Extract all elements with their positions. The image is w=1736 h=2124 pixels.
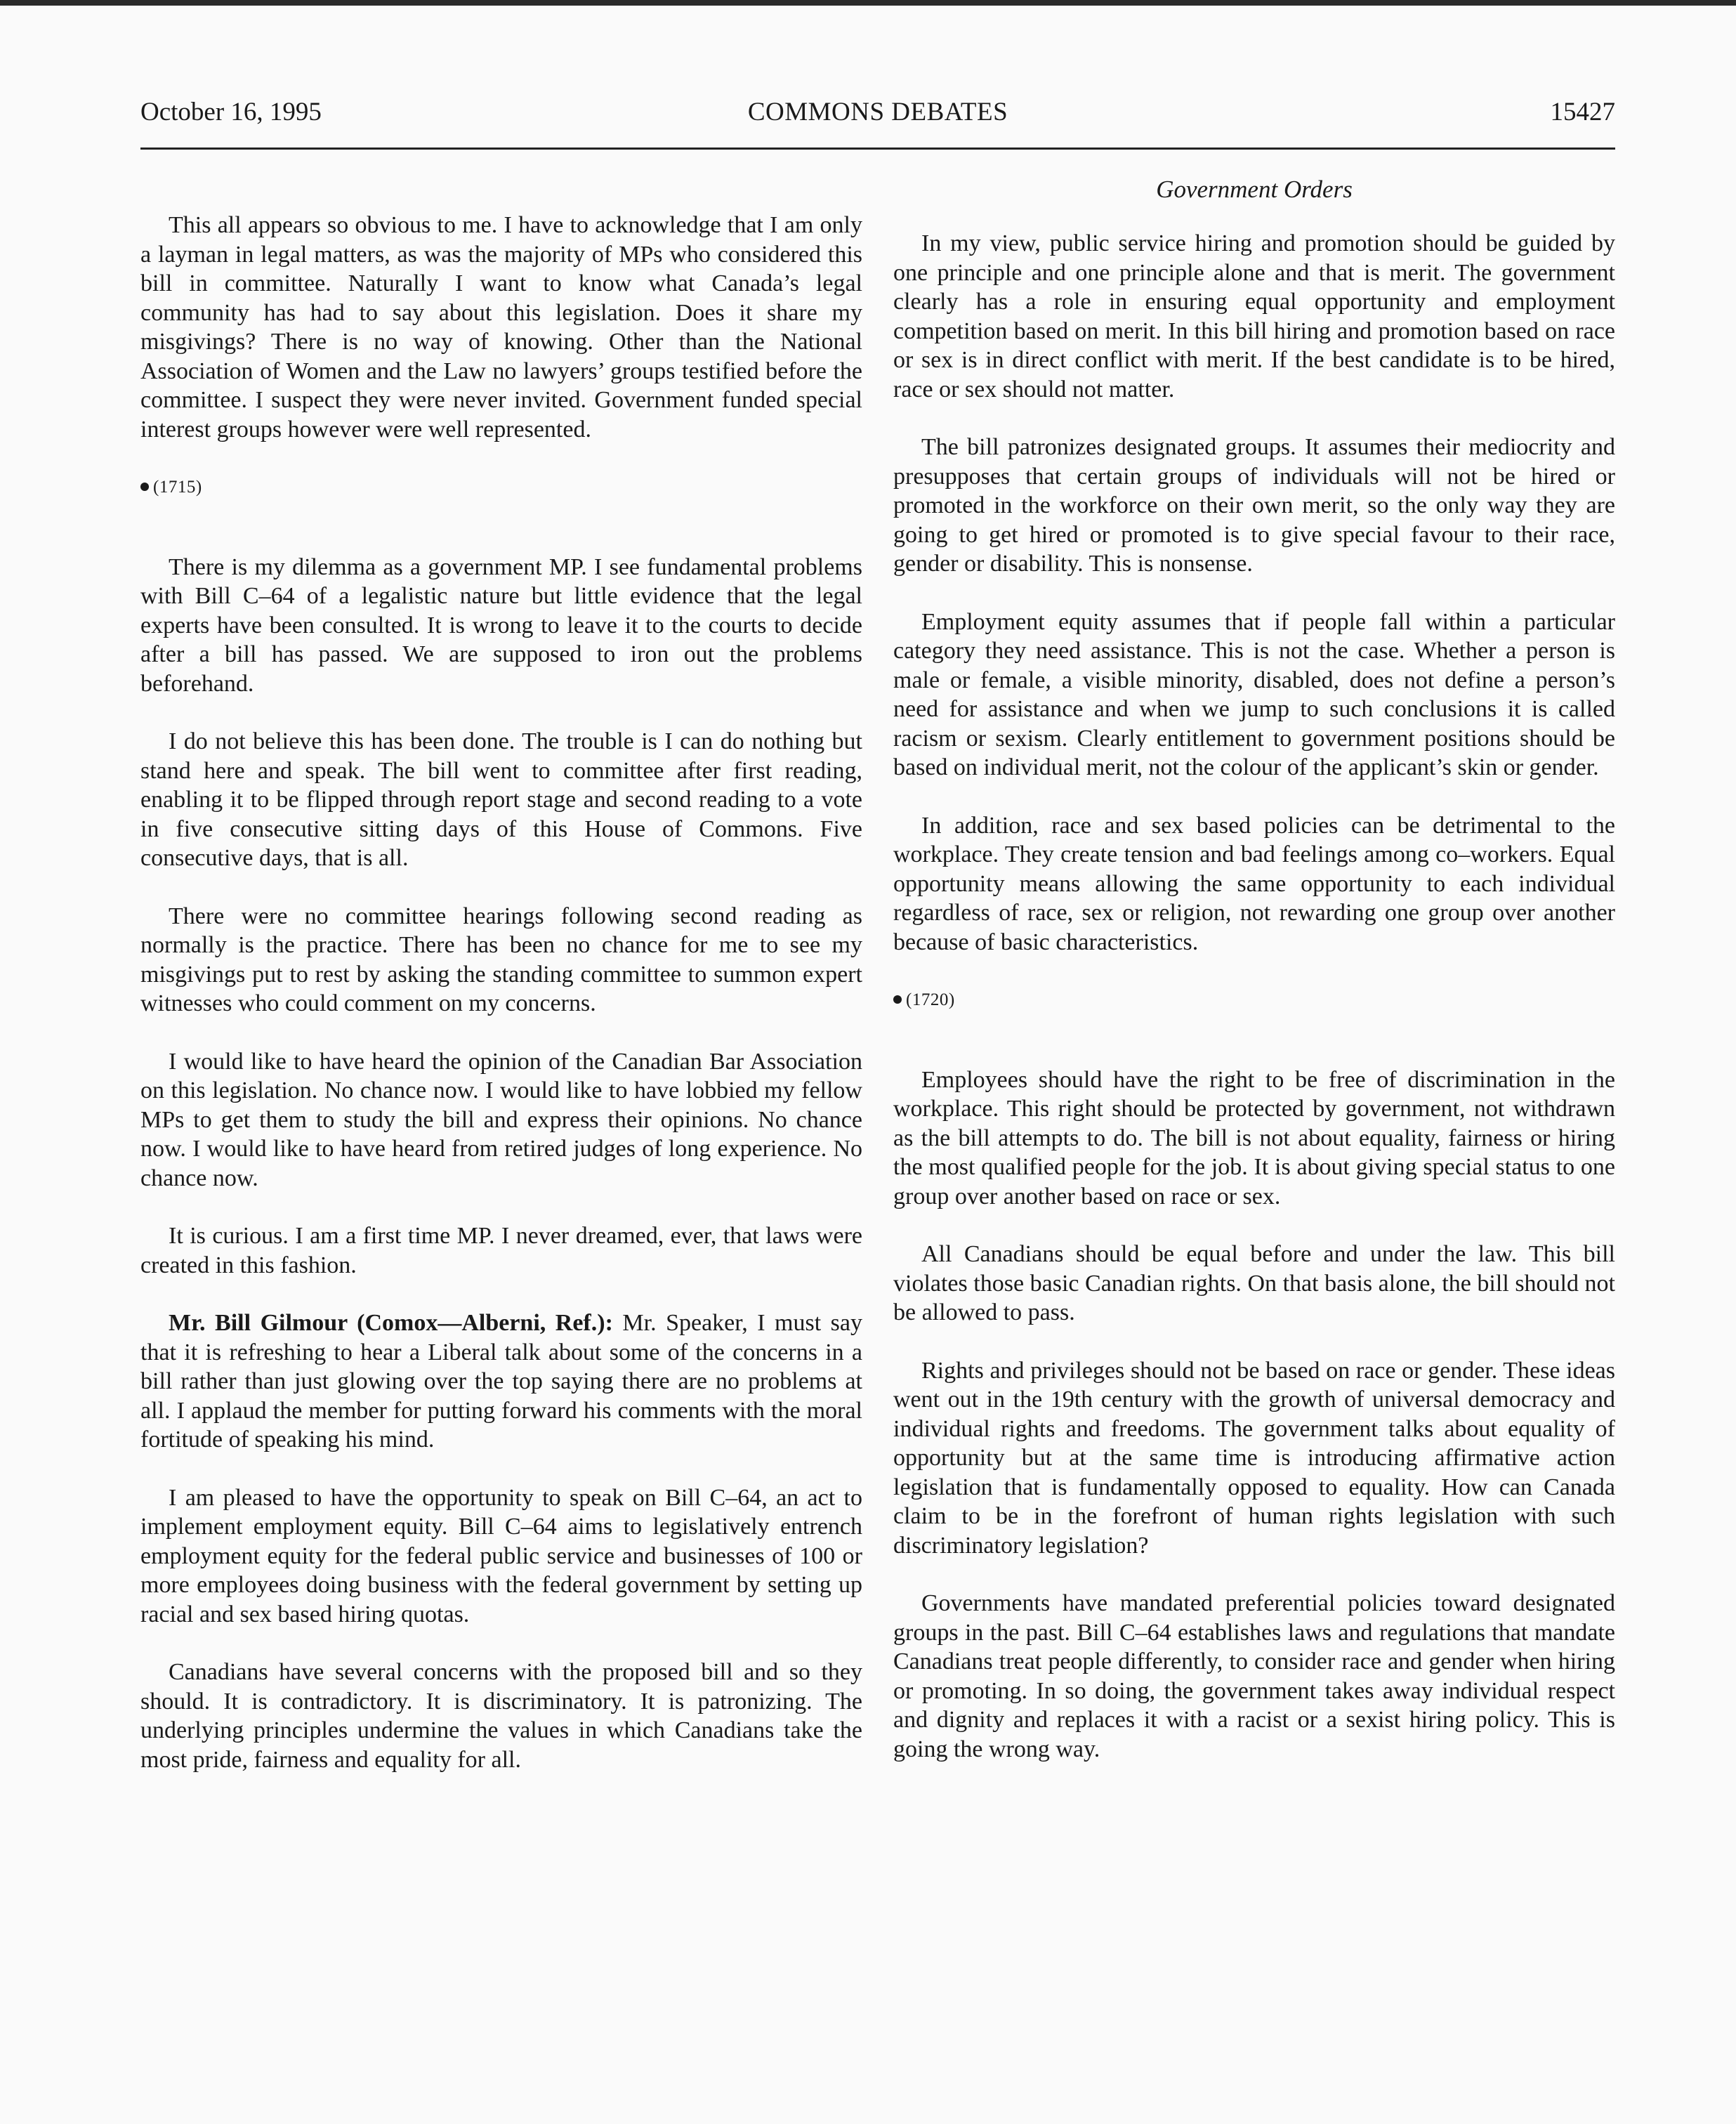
paragraph: Employees should have the right to be free of discrimination in the workplace. This right should be protected by government, not withdrawn as the bill attempts to do. The bill is not about equality, fairness or hiring the most qualified people for the job. It is about giving special status to one group over another based on race or sex.	[893, 1066, 1615, 1210]
header-date: October 16, 1995	[140, 98, 322, 126]
paragraph: This all appears so obvious to me. I have to acknowledge that I am only a layman in legal matters, as was the majority of MPs who considered this bill in committee. Naturally I want to know what Canada’s legal community has had to say about this legislation. Does it share my misgivings? There is no way of knowing. Other than the National Association of Women and the Law no lawyers’ groups testified before the committee. I suspect they were never invited. Government funded special interest groups however were well represented.	[140, 212, 862, 442]
right-column	[893, 229, 1615, 1792]
section-label: Government Orders	[1156, 176, 1353, 203]
page-header	[140, 97, 1615, 139]
paragraph: In addition, race and sex based policies can be detrimental to the workplace. They create tension and bad feelings among co–workers. Equal opportunity means allowing the same opportunity to each individual regardless of race, sex or religion, not rewarding one group over another because of basic characteristics.	[893, 812, 1615, 955]
paragraph: It is curious. I am a first time MP. I never dreamed, ever, that laws were created in this fashion.	[140, 1223, 862, 1278]
time-marker-label: (1715)	[153, 478, 202, 497]
header-rule	[140, 148, 1615, 150]
bullet-icon	[893, 995, 902, 1004]
publication-title: COMMONS DEBATES	[747, 98, 1008, 126]
paragraph: There is my dilemma as a government MP. I see fundamental problems with Bill C–64 of a legalistic nature but little evidence that the legal experts have been consulted. It is wrong to leave it to the courts to decide after a bill has passed. We are supposed to iron out the problems beforehand.	[140, 553, 862, 697]
page-number: 15427	[1550, 98, 1615, 126]
paragraph: All Canadians should be equal before and under the law. This bill violates those basic Canadian rights. On that basis alone, the bill should not be allowed to pass.	[893, 1241, 1615, 1325]
time-marker-label: (1720)	[906, 990, 955, 1009]
paragraph: I do not believe this has been done. The trouble is I can do nothing but stand here and speak. The bill went to committee after first reading, enabling it to be flipped through report stage and second reading to a vote in five consecutive sitting days of this House of Commons. Five consecutive days, that is all.	[140, 728, 862, 871]
speaker-name: Mr. Bill Gilmour (Comox—Alberni, Ref.):	[169, 1310, 613, 1336]
paragraph: The bill patronizes designated groups. It assumes their mediocrity and presupposes that certain groups of individuals will not be hired or promoted in the workforce on their own merit, so the only way they are going to get hired or promoted is to give special favour to their race, gender or disability. This is nonsense.	[893, 434, 1615, 577]
paragraph: I would like to have heard the opinion of the Canadian Bar Association on this legislation. No chance now. I would like to have lobbied my fellow MPs to get them to study the bill and express their opinions. No chance now. I would like to have heard from retired judges of long experience. No chance now.	[140, 1048, 862, 1191]
speaker-paragraph	[140, 1309, 862, 1455]
paragraph: In my view, public service hiring and promotion should be guided by one principle and one principle alone and that is merit. The government clearly has a role in ensuring equal opportunity and employment competition based on merit. In this bill hiring and promotion based on race or sex is in direct conflict with merit. If the best candidate is to be hired, race or sex should not matter.	[893, 230, 1615, 402]
paragraph: Rights and privileges should not be based on race or gender. These ideas went out in the 19th century with the growth of universal democracy and individual rights and freedoms. The government talks about equality of opportunity but at the same time is introducing affirmative action legislation that is fundamentally opposed to equality. How can Canada claim to be in the forefront of human rights legislation with such discriminatory legislation?	[893, 1357, 1615, 1559]
bullet-icon	[140, 483, 149, 491]
paragraph: Governments have mandated preferential policies toward designated groups in the past. Bill C–64 establishes laws and regulations that mandate Canadians treat people differently, to consider race and gender when hiring or promoting. In so doing, the government takes away individual respect and dignity and replaces it with a racist or a sexist hiring policy. This is going the wrong way.	[893, 1590, 1615, 1762]
scan-top-edge	[0, 0, 1736, 6]
paragraph: I am pleased to have the opportunity to speak on Bill C–64, an act to implement employment equity. Bill C–64 aims to legislatively entrench employment equity for the federal public service and businesses of 100 or more employees doing business with the federal government by setting up racial and sex based hiring quotas.	[140, 1484, 862, 1627]
speech-text: Mr. Speaker, I must say that it is refreshing to hear a Liberal talk about some of the concerns in a bill rather than just glowing over the top saying there are no problems at all. I applaud the member for putting forward his comments with the moral fortitude of speaking his mind.	[140, 1310, 862, 1453]
time-marker	[893, 985, 1615, 1015]
paragraph: There were no committee hearings following second reading as normally is the practice. There has been no chance for me to see my misgivings put to rest by asking the standing committee to summon expert witnesses who could comment on my concerns.	[140, 903, 862, 1016]
left-column	[140, 211, 862, 1803]
paragraph: Employment equity assumes that if people fall within a particular category they need assistance. This is not the case. Whether a person is male or female, a visible minority, disabled, does not define a person’s need for assistance and when we jump to such conclusions it is called racism or sexism. Clearly entitlement to government positions should be based on individual merit, not the colour of the applicant’s skin or gender.	[893, 608, 1615, 780]
paragraph: Canadians have several concerns with the proposed bill and so they should. It is contradictory. It is discriminatory. It is patronizing. The underlying principles undermine the values in which Canadians take the most pride, fairness and equality for all.	[140, 1659, 862, 1773]
time-marker	[140, 473, 862, 502]
